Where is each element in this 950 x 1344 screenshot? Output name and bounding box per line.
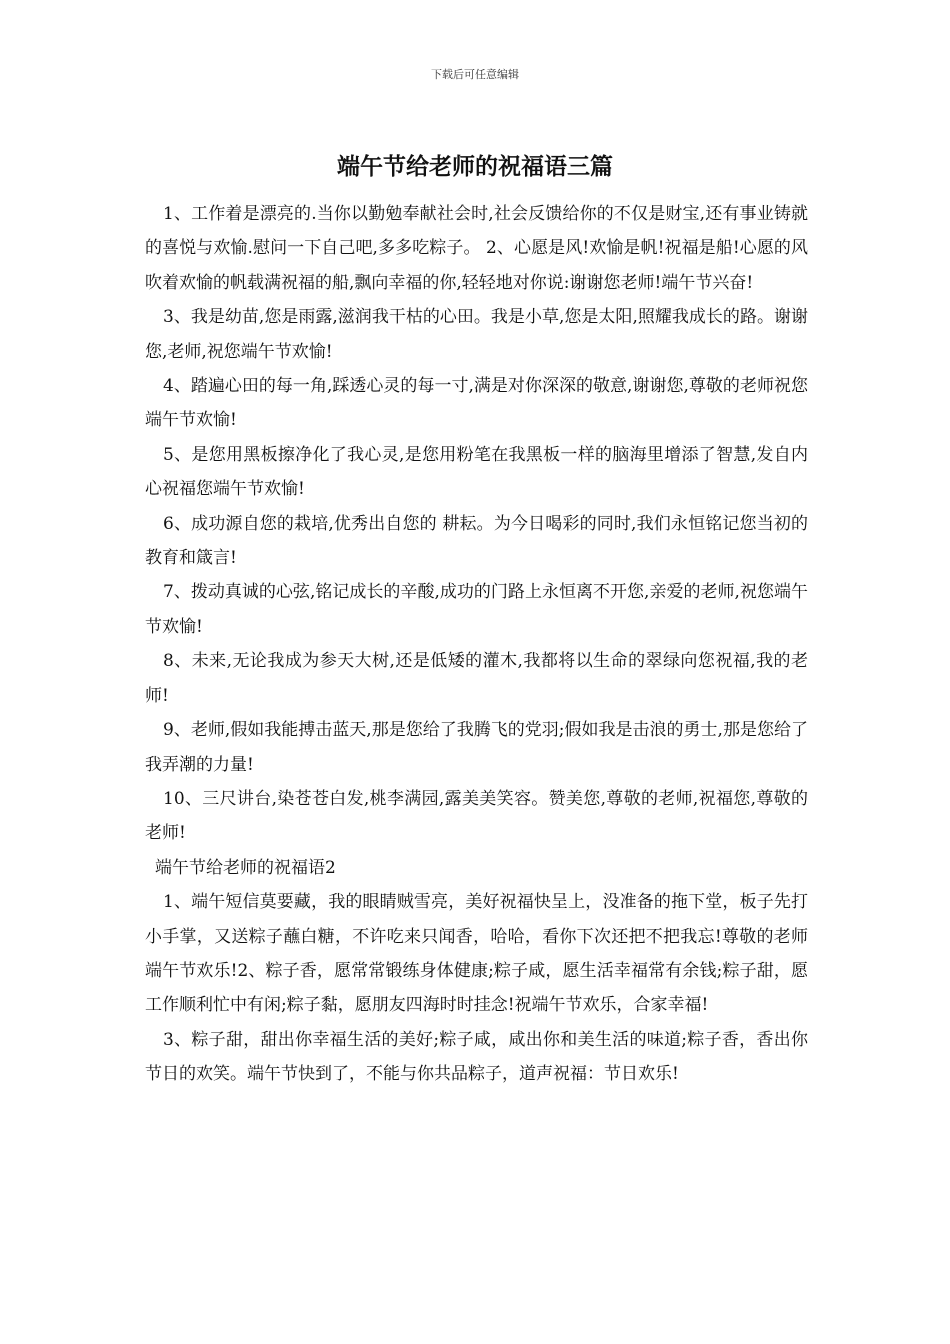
page-header: 下载后可任意编辑 <box>431 68 519 81</box>
paragraph: 3、粽子甜，甜出你幸福生活的美好;粽子咸，咸出你和美生活的味道;粽子香，香出你节日的欢笑。端午节快到了，不能与你共品粽子，道声祝福：节日欢乐! <box>145 1029 808 1085</box>
paragraph: 6、成功源自您的栽培,优秀出自您的 耕耘。为今日喝彩的同时,我们永恒铭记您当初的教育和箴言! <box>145 513 808 569</box>
document-body <box>145 197 808 1092</box>
paragraph: 7、拨动真诚的心弦,铭记成长的辛酸,成功的门路上永恒离不开您,亲爱的老师,祝您端午节欢愉! <box>145 582 808 637</box>
paragraph: 3、我是幼苗,您是雨露,滋润我干枯的心田。我是小草,您是太阳,照耀我成长的路。谢谢您,老师,祝您端午节欢愉! <box>145 307 808 362</box>
paragraph: 5、是您用黑板擦净化了我心灵,是您用粉笔在我黑板一样的脑海里增添了智慧,发自内心祝福您端午节欢愉! <box>145 444 808 500</box>
paragraph: 10、三尺讲台,染苍苍白发,桃李满园,露美美笑容。赞美您,尊敬的老师,祝福您,尊敬的老师! <box>145 788 808 844</box>
paragraph: 4、踏遍心田的每一角,踩透心灵的每一寸,满是对你深深的敬意,谢谢您,尊敬的老师祝您端午节欢愉! <box>145 376 808 431</box>
section-heading: 端午节给老师的祝福语2 <box>155 857 336 878</box>
paragraph: 9、老师,假如我能搏击蓝天,那是您给了我腾飞的党羽;假如我是击浪的勇士,那是您给了我弄潮的力量! <box>145 720 808 775</box>
paragraph: 1、工作着是漂亮的.当你以勤勉奉献社会时,社会反馈给你的不仅是财宝,还有事业铸就的喜悦与欢愉.慰问一下自己吧,多多吃粽子。 2、心愿是风!欢愉是帆!祝福是船!心愿的风吹着欢愉的帆载满祝福的船,飘向幸福的你,轻轻地对你说:谢谢您老师!端午节兴奋! <box>145 204 808 293</box>
paragraph: 1、端午短信莫要藏，我的眼睛贼雪亮，美好祝福快呈上，没准备的拖下堂，板子先打小手掌，又送粽子蘸白糖，不许吃来只闻香，哈哈，看你下次还把不把我忘!尊敬的老师端午节欢乐!2、粽子香，愿常常锻练身体健康;粽子咸，愿生活幸福常有余钱;粽子甜，愿工作顺利忙中有闲;粽子黏，愿朋友四海时时挂念!祝端午节欢乐，合家幸福! <box>145 892 808 1016</box>
paragraph: 8、未来,无论我成为参天大树,还是低矮的灌木,我都将以生命的翠绿向您祝福,我的老师! <box>145 651 808 706</box>
document-title: 端午节给老师的祝福语三篇 <box>337 154 613 180</box>
